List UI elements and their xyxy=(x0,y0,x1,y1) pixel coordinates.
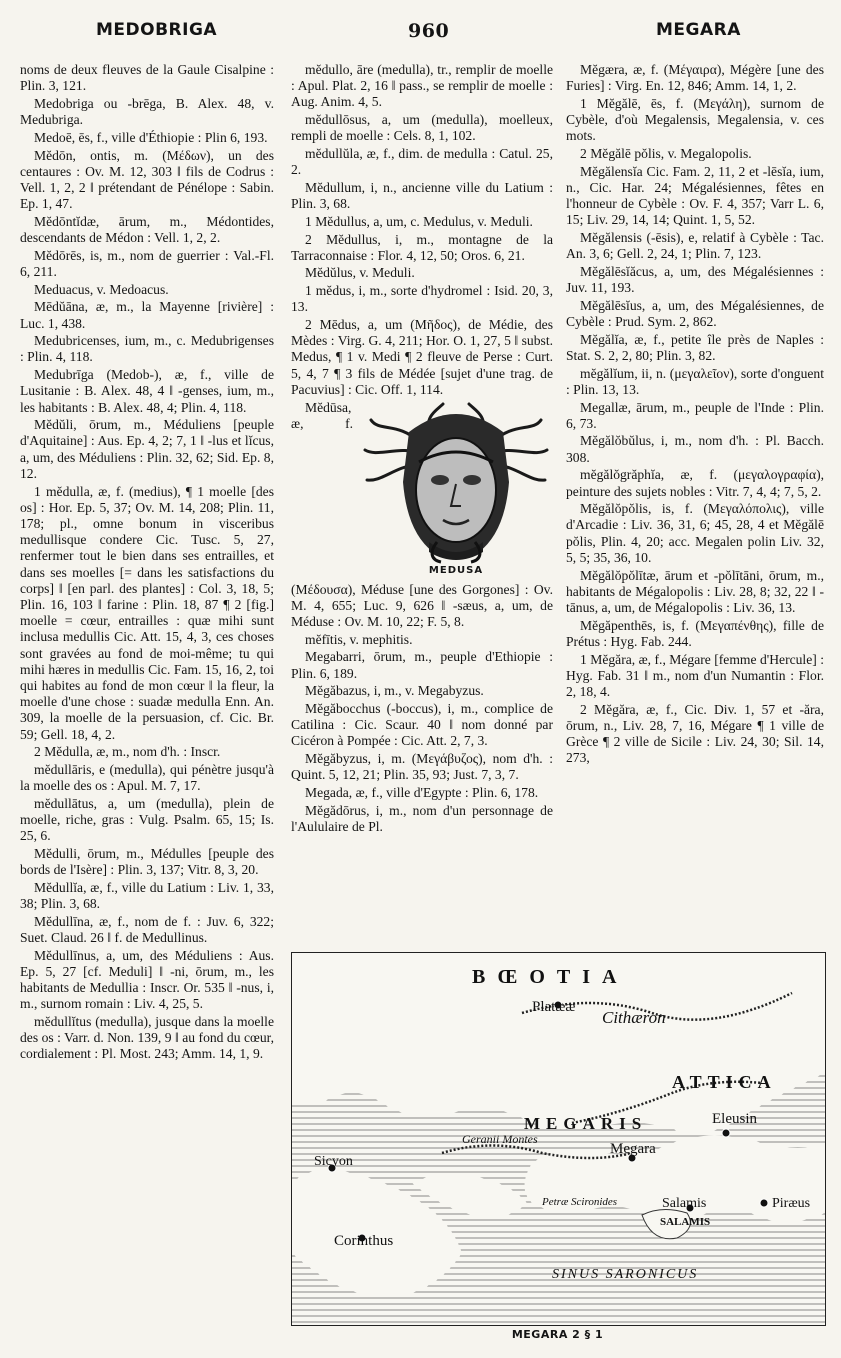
dictionary-entry: Megada, æ, f., ville d'Egypte : Plin. 6, 178. xyxy=(305,785,539,800)
dictionary-entry: Medubrīga (Medob-), æ, f., ville de Lusitanie : B. Alex. 48, 4 ‖ -genses, ium, m., les habitants : B. Alex. 48, 4; Plin. 4, 118. xyxy=(20,367,274,415)
dictionary-entry: Mĕgălŏpŏlītæ, ārum et -pŏlītāni, ōrum, m., habitants de Mégalopolis : Liv. 28, 8; 32, 22 ‖ -tānus, a, um, de Mégalopolis : Liv. 36, 13. xyxy=(566,567,824,615)
dictionary-entry: Mĕgăpenthēs, is, f. (Μεγαπένθης), fille de Prétus : Hyg. Fab. 244. xyxy=(566,617,824,649)
column-3 xyxy=(566,62,824,952)
map-label-petrae-scironides: Petræ Scironides xyxy=(542,1196,618,1208)
dictionary-entry: mĕgălŏgrăphĭa, æ, f. (μεγαλογραφία), peinture des sujets nobles : Vitr. 7, 4, 4; 7, 5, 2. xyxy=(566,467,824,499)
column-1 xyxy=(20,62,274,1064)
dictionary-entry: Mĕdŭli, ōrum, m., Méduliens [peuple d'Aquitaine] : Aus. Ep. 4, 2; 7, 1 ‖ -lus et lĭcus, a, um, des Méduliens : Plin. 32, 62; Sid. Ep. 8, 12. xyxy=(20,417,274,481)
dictionary-entry: 1 mĕdus, i, m., sorte d'hydromel : Isid. 20, 3, 13. xyxy=(291,283,553,315)
dictionary-entry: Mĕdullīna, æ, f., nom de f. : Juv. 6, 322; Suet. Claud. 26 ‖ f. de Medullinus. xyxy=(20,913,274,946)
dictionary-entry: 2 Mĕdullus, i, m., montagne de la Tarraconnaise : Flor. 4, 12, 50; Oros. 6, 21. xyxy=(291,231,553,263)
figure-caption: MEDUSA xyxy=(428,565,484,577)
column-2 xyxy=(291,62,553,952)
dictionary-entry: Mĕgălŏbŭlus, i, m., nom d'h. : Pl. Bacch. 308. xyxy=(566,433,824,465)
dictionary-entry: Mĕgădōrus, i, m., nom d'un personnage de l'Aululaire de Pl. xyxy=(291,802,553,834)
dictionary-entry: mĕdullōsus, a, um (medulla), moelleux, rempli de moelle : Cels. 8, 1, 102. xyxy=(291,112,553,144)
map-caption: MEGARA 2 § 1 xyxy=(511,1328,604,1341)
dictionary-entry: 2 Mēdus, a, um (Μῆδος), de Médie, des Mèdes : Virg. G. 4, 211; Hor. O. 1, 27, 5 ‖ subst. Medus, ¶ 1 v. Medi ¶ 2 fleuve de Perse : Curt. 5, 4, 7 ¶ 3 fils de Médée [sujet d'une trag. de Pacuvius] : Cic. Off. 1, 114. xyxy=(291,317,553,397)
dictionary-entry: Megabarri, ōrum, m., peuple d'Ethiopie : Plin. 6, 189. xyxy=(291,649,553,681)
map-drawing xyxy=(292,953,825,1325)
dictionary-entry: mĕfītis, v. mephitis. xyxy=(305,631,413,647)
dictionary-entry: Mĕdōn, ontis, m. (Μέδων), un des centaures : Ov. M. 12, 303 ‖ fils de Codrus : Vell. 1, 2, 2 ‖ prétendant de Pénélope : Sabin. Ep. 1, 47. xyxy=(20,147,274,212)
dictionary-entry: Medobriga ou -brēga, B. Alex. 48, v. Medubriga. xyxy=(20,95,274,128)
map-label-sinus-saronicus: SINUS SARONICUS xyxy=(552,1267,699,1282)
dictionary-entry: mĕdullātus, a, um (medulla), plein de moelle, riche, gras : Vulg. Psalm. 65, 15; Is. 25, 6. xyxy=(20,795,274,844)
dictionary-entry: Megallæ, ārum, m., peuple de l'Inde : Plin. 6, 73. xyxy=(566,399,824,431)
medusa-illustration xyxy=(359,402,553,580)
dictionary-entry: Mēdŭāna, æ, m., la Mayenne [rivière] : Luc. 1, 438. xyxy=(20,299,274,331)
map-label-plataea: Platææ xyxy=(532,999,576,1015)
dictionary-entry: mĕgălĭum, ii, n. (μεγαλεῖον), sorte d'onguent : Plin. 13, 13. xyxy=(566,365,824,397)
map-label-megaris: MEGARIS xyxy=(524,1114,648,1133)
map-label-geranii-montes: Geranii Montes xyxy=(462,1132,538,1146)
dictionary-entry: Mĕgălēsĭăcus, a, um, des Mégalésiennes : Juv. 11, 193. xyxy=(566,263,824,296)
dictionary-entry: Meduacus, v. Medoacus. xyxy=(34,281,169,297)
map-label-boeotia: BŒOTIA xyxy=(472,966,629,988)
map-label-attica: ATTICA xyxy=(672,1072,777,1092)
dictionary-entry: Mĕgæra, æ, f. (Μέγαιρα), Mégère [une des Furies] : Virg. En. 12, 846; Amm. 14, 1, 2. xyxy=(566,62,824,94)
map-label-salamis-island: SALAMIS xyxy=(660,1216,711,1228)
dictionary-entry: mĕdullāris, e (medulla), qui pénètre jusqu'à la moelle des os : Apul. M. 7, 17. xyxy=(20,762,274,794)
dictionary-entry: 2 Mĕdulla, æ, m., nom d'h. : Inscr. xyxy=(34,744,221,760)
map-label-salamis-town: Salamis xyxy=(662,1196,707,1211)
medusa-head-icon xyxy=(359,402,553,566)
dictionary-entry: mĕdullĭtus (medulla), jusque dans la moelle des os : Varr. d. Non. 139, 9 ‖ au fond du cœur, cordialement : Pl. Most. 243; Amm. 14, 1, 9. xyxy=(20,1014,274,1062)
map-label-corinthus: Corinthus xyxy=(334,1233,394,1249)
dictionary-entry: 1 Mĕgăra, æ, f., Mégare [femme d'Hercule] : Hyg. Fab. 31 ‖ m., nom d'un Numantin : Flor. 2, 18, 4. xyxy=(566,651,824,700)
dictionary-entry: noms de deux fleuves de la Gaule Cisalpine : Plin. 3, 121. xyxy=(20,62,274,94)
map-label-cithaeron: Cithæron xyxy=(602,1008,666,1027)
dictionary-entry: Mĕgălĭa, æ, f., petite île près de Naples : Stat. S. 2, 2, 80; Plin. 3, 82. xyxy=(566,331,824,363)
dictionary-entry: 1 mĕdulla, æ, f. (medius), ¶ 1 moelle [des os] : Hor. Ep. 5, 37; Ov. M. 14, 208; Plin. 11, 178; pl., omne bonum in visceribus medullisque condere Cic. Tusc. 5, 27, renfermer tout le bien dans ses entrailles, et dans ses moelles [= dans les satisfactions du corps] ‖ [en parl. des plantes] : Col. 3, 18, 5; Plin. 16, 103 ‖ farine : Plin. 18, 87 ¶ 2 [fig.] moelle = cœur, entrailles : quæ mihi sunt inclusa medullis Cic. Att. 15, 4, 3, ces choses sont gravées au fond de moi-même; tu qui mihi hæres in medullis Cic. Fam. 15, 16, 2, toi qui habites au fond de mon cœur ‖ la fleur, la moelle d'une chose : suadæ medulla Enn. An. 309, la moelle de la persuasion, cf. Cic. Br. 59; Gell. 18, 4, 2. xyxy=(20,483,274,742)
dictionary-entry: Mĕdulli, ōrum, m., Médulles [peuple des bords de l'Isère] : Plin. 3, 137; Vitr. 8, 3, 20. xyxy=(20,846,274,878)
page-number: 960 xyxy=(408,20,450,42)
dictionary-entry: Mĕgălensĭa Cic. Fam. 2, 11, 2 et -lēsĭa, ium, n., Cic. Har. 24; Mégalésiennes, fêtes en l'honneur de Cybèle : Ov. F. 4, 357; Varr L. 6, 15; Liv. 29, 14, 14; Quint. 1, 5, 52. xyxy=(566,163,824,228)
dictionary-entry: 1 Mĕgălē, ēs, f. (Μεγάλη), surnom de Cybèle, d'où Megalensis, Megalensia, v. ces mots. xyxy=(566,95,824,144)
dictionary-entry: 1 Mĕdullus, a, um, c. Medulus, v. Meduli. xyxy=(305,213,533,229)
dictionary-entry: Mĕgălēsĭus, a, um, des Mégalésiennes, de Cybèle : Prud. Sym. 2, 862. xyxy=(566,297,824,330)
map-label-eleusin: Eleusin xyxy=(712,1111,757,1127)
dictionary-entry: Mĕgăbyzus, i, m. (Μεγάβυζος), nom d'h. : Quint. 5, 12, 21; Plin. 35, 93; Just. 7, 3, 7. xyxy=(291,751,553,783)
dictionary-entry: Mĕdōntĭdæ, ārum, m., Médontides, descendants de Médon : Vell. 1, 2, 2. xyxy=(20,213,274,246)
dictionary-entry: mĕdullo, āre (medulla), tr., remplir de moelle : Apul. Plat. 2, 16 ‖ pass., se remplir de moelle : Aug. Anim. 4, 5. xyxy=(291,62,553,110)
dictionary-entry: Mĕgăbocchus (-boccus), i, m., complice de Catilina : Cic. Scaur. 40 ‖ nom donné par Cicéron à Pompée : Cic. Att. 2, 7, 3. xyxy=(291,700,553,749)
header-last-headword: MEGARA xyxy=(656,20,741,40)
dictionary-entry: Medubricenses, ium, m., c. Medubrigenses : Plin. 4, 118. xyxy=(20,333,274,365)
dictionary-entry: Medoē, ēs, f., ville d'Éthiopie : Plin 6, 193. xyxy=(34,129,268,145)
dictionary-entry: Mĕdullīnus, a, um, des Méduliens : Aus. Ep. 5, 27 [cf. Meduli] ‖ -ni, ōrum, m., les habitants de Medullia : Inscr. Or. 535 ‖ -nus, i, m., surnom romain : Liv. 4, 25, 5. xyxy=(20,947,274,1012)
dictionary-entry: Mĕdōrēs, is, m., nom de guerrier : Val.-Fl. 6, 211. xyxy=(20,247,274,279)
map-label-megara: Megara xyxy=(610,1141,656,1157)
dictionary-entry: 2 Mĕgălē pŏlis, v. Megalopolis. xyxy=(580,146,752,162)
megara-map xyxy=(291,952,826,1326)
dictionary-entry: 2 Mĕgăra, æ, f., Cic. Div. 1, 57 et -ăra, ōrum, n., Liv. 28, 7, 16, Mégare ¶ 1 ville de Grèce ¶ 2 ville de Sicile : Liv. 24, 30; Sil. 14, 273, xyxy=(566,701,824,766)
dictionary-entry: Mĕdullum, i, n., ancienne ville du Latium : Plin. 3, 68. xyxy=(291,179,553,212)
dictionary-entry: Mĕgălŏpŏlis, is, f. (Μεγαλόπολις), ville d'Arcadie : Liv. 36, 31, 6; 45, 28, 4 et Mĕgălē pŏlis, Plin. 4, 20; acc. Megalen polin Liv. 32, 5, 5; 35, 36, 10. xyxy=(566,501,824,565)
map-label-sicyon: Sicyon xyxy=(314,1154,353,1169)
dictionary-entry: Mĕdūsa, æ, f. (Μέδουσα), Méduse [une des Gorgones] : Ov. M. 4, 655; Luc. 9, 626 ‖ -sæus, a, um, de Méduse : Ov. M. 10, 22; F. 5, 8. xyxy=(291,399,553,629)
map-label-piraeus: Piræus xyxy=(772,1196,811,1211)
dictionary-entry: mĕdullŭla, æ, f., dim. de medulla : Catul. 25, 2. xyxy=(291,146,553,178)
header-first-headword: MEDOBRIGA xyxy=(96,20,218,40)
dictionary-entry: Mĕdŭlus, v. Meduli. xyxy=(305,265,415,281)
dictionary-entry: Mĕgăbazus, i, m., v. Megabyzus. xyxy=(305,683,484,699)
page-header xyxy=(0,20,841,50)
dictionary-entry: Mĕgălensis (-ēsis), e, relatif à Cybèle : Tac. An. 3, 6; Gell. 2, 24, 1; Plin. 7, 123. xyxy=(566,230,824,262)
dictionary-entry: Mĕdullĭa, æ, f., ville du Latium : Liv. 1, 33, 38; Plin. 3, 68. xyxy=(20,879,274,912)
